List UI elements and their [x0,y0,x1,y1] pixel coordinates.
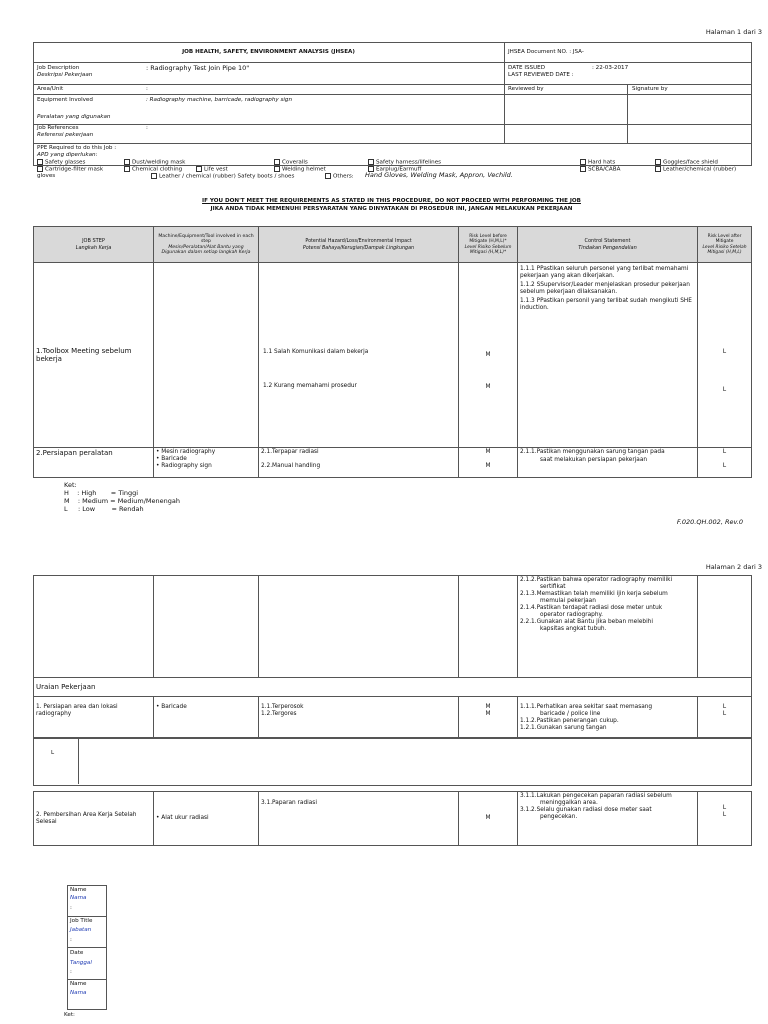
section-title: Uraian Pekerjaan [34,678,752,697]
warning-english: IF YOU DON'T MEET THE REQUIREMENTS AS STATED IN THIS PROCEDURE, DO NOT PROCEED WITH PERFORMING THE JOB [202,198,581,204]
checkbox-icon [368,159,374,165]
risk-after-cell: L L [698,448,752,478]
reviewed-by-label: Reviewed by [508,86,544,92]
control-1-1-2: 1.1.2 SSupervisor/Leader menjelaskan prosedur pekerjaan sebelum pekerjaan dilaksanakan. [520,282,690,295]
job-description-label-id: Deskripsi Pekerjaan [37,72,93,78]
control-cell [518,263,698,448]
control-cell: 1.1.1.Perhatikan area sekitar saat memasang baricade / police line 1.1.2.Pastikan penerangan cukup. 1.2.1.Gunakan sarung tangan [518,697,698,738]
form-code: F.020.QH.002, Rev.0 [676,518,743,526]
risk-after-cell: L L [698,697,752,738]
checkbox-icon [151,173,157,179]
checkbox-icon [274,166,280,172]
table-row [34,792,752,846]
ppe-chemical-clothing[interactable]: Chemical clothing [124,166,182,173]
checkbox-icon [124,166,130,172]
legend-low: L : Low = Rendah [64,505,144,513]
sign-name2-label: Name [70,981,87,987]
continued-controls: 2.1.2.Pastikan bahwa operator radiography memiliki sertifikat 2.1.3.Memastikan telah memiliki ijin kerja sebelum memulai pekerjaan 2.1.4.Pastikan terdapat radiasi dose meter untuk operator radiography. 2.2.1.Gunakan alat Bantu jika beban melebihi kapsitas angkat tubuh. [518,576,698,678]
control-cell: 2.1.1.Pastikan menggunakan sarung tangan pada saat melakukan persiapan pekerjaan [518,448,698,478]
hazard-1-2: 1.2 Kurang memahami prosedur [263,383,357,389]
equipment-label: Equipment Involved [37,97,93,103]
checkbox-icon [37,159,43,165]
col-risk-after: Risk Level after Mitigate Level Risiko Setelah Mitigasi (H,M,L) [698,227,752,263]
page-number: Halaman 2 dari 3 [705,563,762,571]
checkbox-icon [274,159,280,165]
control-cell: 3.1.1.Lakukan pengecekan paparan radiasi sebelum meninggalkan area. 3.1.2.Selalu gunakan radiasi dose meter saat pengecekan. [518,792,698,846]
step-persiapan-area: 1. Persiapan area dan lokasi radiography [34,697,154,738]
ppe-leather-chemical[interactable]: Leather/chemical (rubber) [655,166,736,173]
jhsea-table-page2-b [33,791,752,846]
doc-number: JHSEA Document NO. : JSA- [508,49,584,55]
machine-list: • Baricade [154,697,259,738]
hazard-cell: 1.1.Terperosok 1.2.Tergores [259,697,459,738]
machine-list: • Alat ukur radiasi [154,792,259,846]
risk-before-cell: M [459,792,518,846]
jhsea-header-block [33,42,752,166]
ppe-hard-hats[interactable]: Hard hats [580,159,615,166]
ppe-gloves-label: gloves [37,173,56,179]
sign-name2-label-id: Nama [70,990,87,996]
document-title: JOB HEALTH, SAFETY, ENVIRONMENT ANALYSIS (JHSEA) [182,49,355,55]
step-toolbox-meeting: 1.Toolbox Meeting sebelum bekerja [34,263,154,448]
sign-date-label: Date [70,950,84,956]
hazard-1-1: 1.1 Salah Komunikasi dalam bekerja [263,349,369,355]
control-1-1-1: 1.1.1 PPastikan seluruh personel yang terlibat memahami pekerjaan yang akan dikerjakan. [520,266,689,279]
machine-list: • Mesin radiography • Baricade • Radiography sign [154,448,259,478]
date-issued-label: DATE ISSUED [508,65,546,71]
legend-high: H : High = Tinggi [64,489,139,497]
signature-by-label: Signature by [632,86,668,92]
ppe-others-value: Hand Gloves, Welding Mask, Appron, Vechild. [365,171,513,179]
orphan-risk-level: L [51,750,55,756]
page-number: Halaman 1 dari 3 [705,28,762,36]
risk-before-cell: M M [459,697,518,738]
sign-date-label-id: Tanggal [70,960,92,966]
col-machine: Machine/Equipment/Tool involved in each step Mesin/Peralatan/Alat Bantu yang Digunakan dalam setiap langkah Kerja [154,227,259,263]
step-persiapan-peralatan: 2.Persiapan peralatan [34,448,154,478]
job-description-value: : Radiography Test Join Pipe 10" [146,64,250,72]
job-references-value: : [146,125,148,131]
ppe-cartridge-mask[interactable]: Cartridge-filter mask [37,166,103,173]
ppe-welding-helmet[interactable]: Welding helmet [274,166,326,173]
control-1-1-3: 1.1.3 PPastikan personil yang terlibat sudah mengikuti SHE induction. [520,298,692,311]
ppe-title-id: APD yang diperlukan: [37,152,98,158]
col-control: Control Statement Tindakan Pengendalian [518,227,698,263]
table-row [34,576,752,678]
hazard-cell: 3.1.Paparan radiasi [259,792,459,846]
risk-before-cell: M M [459,448,518,478]
sign-name-label: Name [70,887,87,893]
checkbox-icon [580,166,586,172]
last-reviewed-date: LAST REVIEWED DATE : [508,72,574,78]
ppe-safety-glasses[interactable]: Safety glasses [37,159,85,166]
col-risk-before: Risk Level before Mitigate (H,M,L)* Level Risiko Sebelum Mitigasi (H,M,L)* [459,227,518,263]
checkbox-icon [655,159,661,165]
job-description-label: Job Description [37,65,80,71]
sign-job-title-label-id: Jabatan [70,927,92,933]
ket-label: Ket: [64,1012,75,1018]
sign-name-label-id: Nama [70,895,87,901]
hazard-cell [259,263,459,448]
checkbox-icon [124,159,130,165]
col-hazard: Potential Hazard/Loss/Environmental Impact Potensi Bahaya/Kerugian/Dampak Lingkungan [259,227,459,263]
sign-job-title-label: Job Title [70,918,93,924]
col-job-step: JOB STEP Langkah Kerja [34,227,154,263]
legend-title: Ket: [64,481,77,489]
ppe-coveralls[interactable]: Coveralls [274,159,308,166]
equipment-label-id: Peralatan yang digunakan [37,114,111,120]
hazard-cell: 2.1.Terpapar radiasi 2.2.Manual handling [259,448,459,478]
risk-before-cell: M M [459,263,518,448]
checkbox-icon [580,159,586,165]
ppe-dust-mask[interactable]: Dust/welding mask [124,159,185,166]
step-pembersihan-area: 2. Pembersihan Area Kerja Setelah Selesai [34,792,154,846]
table-row [34,697,752,738]
table-row [34,448,752,478]
machine-cell [154,263,259,448]
job-references-label: Job References [37,125,79,131]
ppe-scba[interactable]: SCBA/CABA [580,166,620,173]
checkbox-icon [37,166,43,172]
jhsea-table-page1 [33,226,752,478]
risk-after-cell: L L [698,792,752,846]
ppe-safety-harness[interactable]: Safety harness/lifelines [368,159,441,166]
risk-after-cell: L L [698,263,752,448]
equipment-value: : Radiography machine, barricade, radiography sign [146,97,293,103]
date-issued-value: : 22-03-2017 [592,65,629,71]
checkbox-icon [325,173,331,179]
warning-indonesian: JIKA ANDA TIDAK MEMENUHI PERSYARATAN YANG DINYATAKAN DI PROSEDUR INI, JANGAN MELAKUKAN PEKERJAAN [210,206,573,212]
legend-medium: M : Medium = Medium/Menengah [64,497,180,505]
job-references-label-id: Referensi pekerjaan [37,132,94,138]
ppe-others[interactable]: Others: [325,173,354,180]
area-unit-label: Area/Unit [37,86,64,92]
checkbox-icon [196,166,202,172]
ppe-title: PPE Required to do this Job : [37,145,117,151]
ppe-goggles[interactable]: Goggles/face shield [655,159,718,166]
ppe-leather-boots[interactable]: Leather / chemical (rubber) Safety boots / shoes [151,173,294,180]
checkbox-icon [655,166,661,172]
orphan-row-box [33,738,752,786]
ppe-life-vest[interactable]: Life vest [196,166,228,173]
table-row [34,263,752,448]
ppe-earplug[interactable]: Earplug/Earmuff [368,166,421,173]
area-unit-value: : [146,86,148,92]
jhsea-table-page2 [33,575,752,738]
